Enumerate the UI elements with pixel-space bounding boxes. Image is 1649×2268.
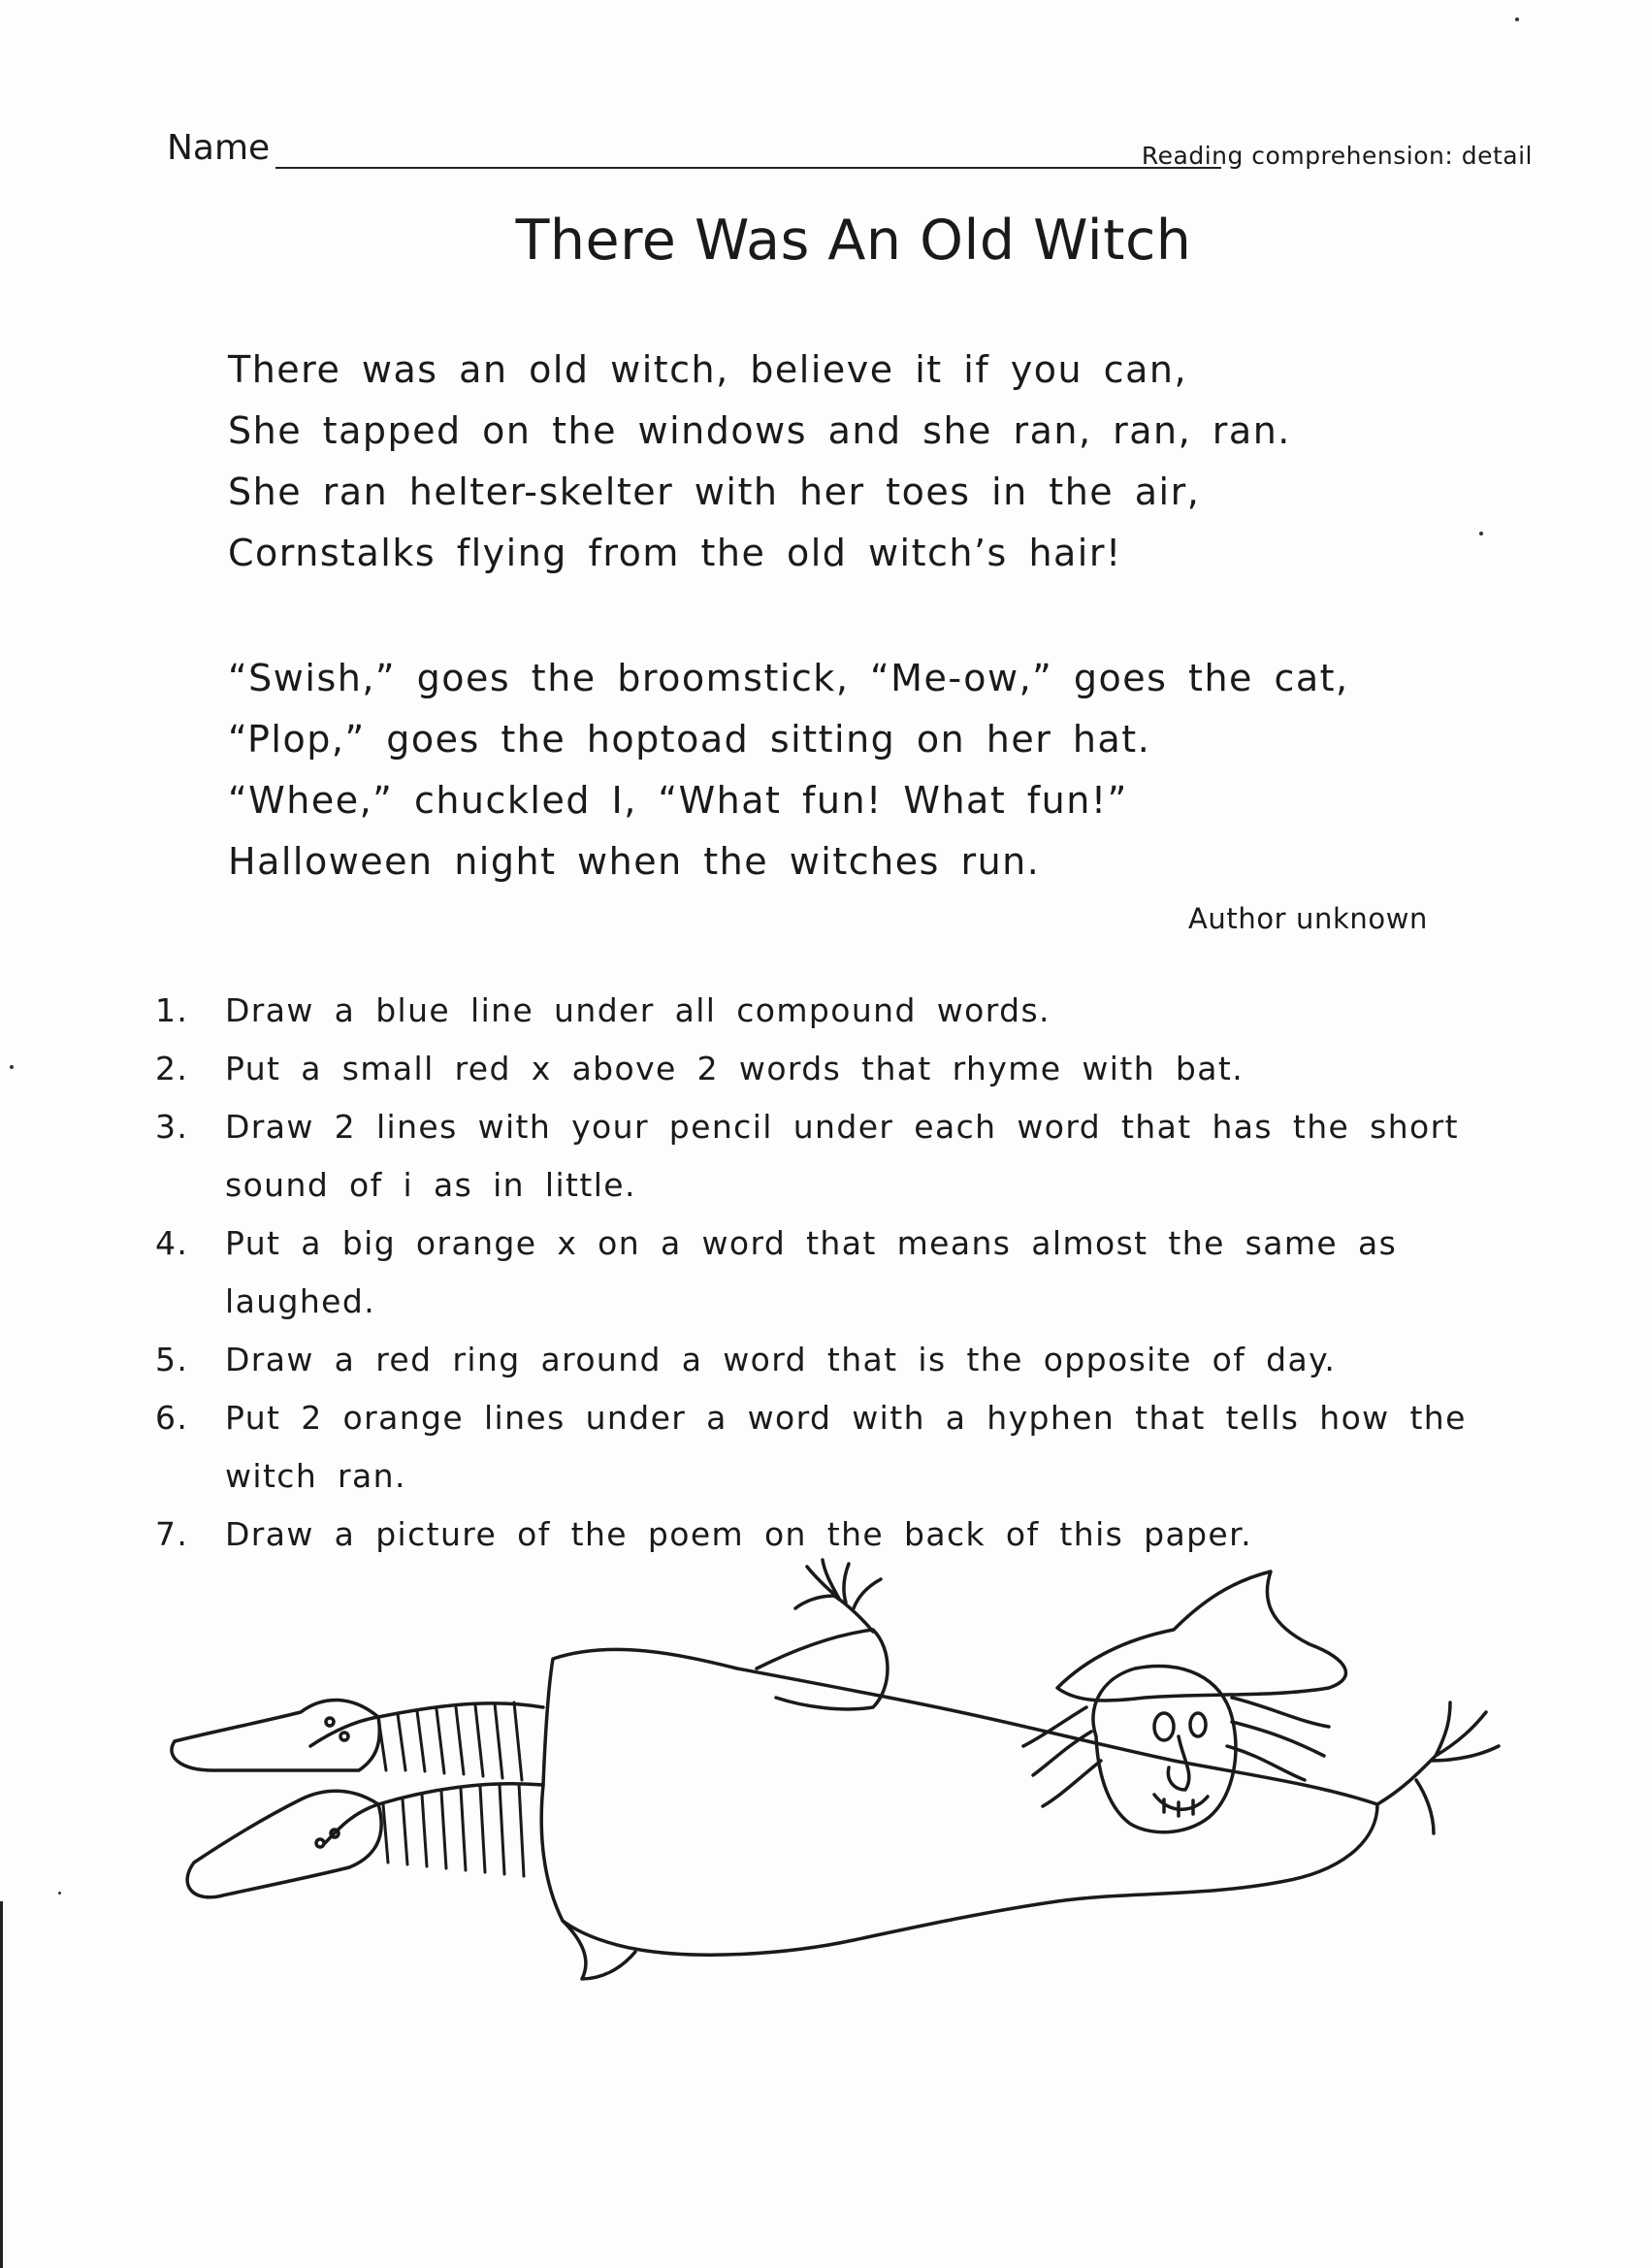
stanza-gap [228,584,1489,648]
question-number: 3. [155,1108,189,1146]
question-number: 7. [155,1515,189,1553]
question-number: 2. [155,1050,189,1087]
question-number: 1. [155,991,189,1029]
question-text: Put 2 orange lines under a word with a hyphen that tells how the witch ran. [225,1399,1467,1495]
question-text: Draw 2 lines with your pencil under each word that has the short sound of i as in little. [225,1108,1459,1204]
question-number: 5. [155,1341,189,1378]
poem-line: “Swish,” goes the broomstick, “Me-ow,” goes the cat, [228,657,1349,699]
page-title: There Was An Old Witch [515,209,1192,273]
question-number: 6. [155,1399,189,1437]
witch-hat [1057,1571,1345,1701]
question-text: Put a small red x above 2 words that rhyme with bat. [225,1050,1245,1087]
question-item [155,1215,1533,1331]
name-field-line[interactable] [275,167,1221,169]
witch-mouth [1154,1795,1208,1816]
question-item [155,982,1533,1040]
question-text: Draw a red ring around a word that is the opposite of day. [225,1341,1337,1378]
question-item [155,1098,1533,1215]
flying-witch-icon [155,1552,1533,2008]
scan-edge [0,1901,3,2268]
poem-line: Halloween night when the witches run. [228,840,1041,883]
poem-line: “Plop,” goes the hoptoad sitting on her hat. [228,718,1151,761]
poem-line: She ran helter-skelter with her toes in the air, [228,470,1201,513]
witch-eye [1154,1713,1174,1740]
witch-leg [310,1703,543,1843]
witch-hair [1023,1698,1329,1806]
name-label: Name [167,128,271,168]
witch-sleeve [757,1630,888,1709]
name-row [167,128,1544,177]
poem-line: She tapped on the windows and she ran, ran, ran. [228,409,1291,452]
poem-stanza-2 [228,648,1489,892]
question-text: Put a big orange x on a word that means almost the same as laughed. [225,1224,1398,1320]
boot-button [316,1839,324,1847]
question-text: Draw a blue line under all compound words. [225,991,1051,1029]
witch-boot [187,1791,381,1897]
poem-author: Author unknown [1187,902,1428,935]
boot-button [326,1718,334,1726]
scan-speck [10,1065,14,1069]
poem-line: Cornstalks flying from the old witch’s hair! [228,532,1122,574]
question-item [155,1389,1533,1506]
poem-line: There was an old witch, believe it if you can, [228,348,1188,391]
question-list [155,982,1533,1564]
witch-eye [1190,1713,1206,1736]
witch-hand [1377,1702,1499,1833]
scan-speck [1515,17,1519,21]
boot-button [340,1733,348,1740]
poem-line: “Whee,” chuckled I, “What fun! What fun!” [228,779,1128,822]
question-item [155,1040,1533,1098]
question-item [155,1331,1533,1389]
poem-stanza-1 [228,340,1489,584]
question-number: 4. [155,1224,189,1262]
question-text: Draw a picture of the poem on the back of this paper. [225,1515,1252,1553]
scan-speck [58,1892,61,1895]
subject-label: Reading comprehension: detail [1141,142,1533,170]
witch-hand [795,1560,881,1632]
poem [228,340,1489,892]
